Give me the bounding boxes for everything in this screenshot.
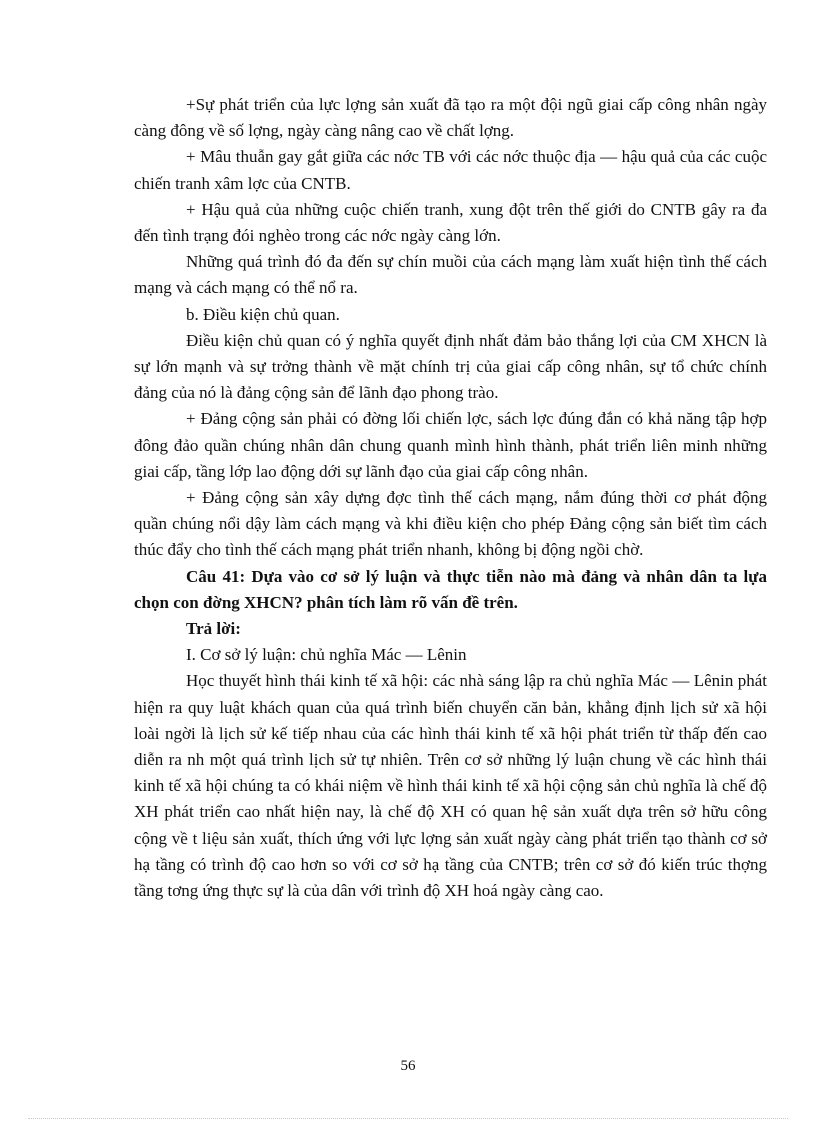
page-number: 56 [400,1058,416,1074]
page-bottom-divider [28,1118,788,1119]
paragraph-1: +Sự phát triển của lực lợng sản xuất đã tạo ra một đội ngũ giai cấp công nhân ngày càng đông về số lợng, ngày càng nâng cao về chất lợng. [134,95,767,141]
paragraph-8: + Đảng cộng sản xây dựng đợc tình thế cách mạng, nắm đúng thời cơ phát động quần chúng nổi dậy làm cách mạng và khi điều kiện cho phép Đảng cộng sản biết tìm cách thúc đẩy cho tình thế cách mạng phát triển nhanh, không bị động ngồi chờ. [134,488,767,560]
answer-label: Trả lời: [186,619,241,639]
subheading-subjective-conditions: b. Điều kiện chủ quan. [186,304,340,324]
question-41-heading: Câu 41: Dựa vào cơ sở lý luận và thực tiễn nào mà đảng và nhân dân ta lựa chọn con đờng XHCN? phân tích làm rõ vấn đề trên. [134,566,767,612]
paragraph-6: Điều kiện chủ quan có ý nghĩa quyết định nhất đảm bảo thắng lợi của CM XHCN là sự lớn mạnh và sự trởng thành về mặt chính trị của giai cấp công nhân, sự tổ chức chính đảng của nó là đảng cộng sản để lãnh đạo phong trào. [134,330,767,403]
paragraph-4: Những quá trình đó đa đến sự chín muồi của cách mạng làm xuất hiện tình thế cách mạng và cách mạng có thể nổ ra. [134,252,767,298]
paragraph-12: Học thuyết hình thái kinh tế xã hội: các nhà sáng lập ra chủ nghĩa Mác — Lênin phát hiện ra quy luật khách quan của quá trình biến chuyển căn bản, khẳng định lịch sử xã hội loài ngời là lịch sử kế tiếp nhau của các hình thái kinh tế xã hội phát triển từ thấp đến cao diễn ra nh một quá trình lịch sử tự nhiên. Trên cơ sở những lý luận chung về các hình thái kinh tế xã hội chúng ta có khái niệm về hình thái kinh tế xã hội cộng sản chủ nghĩa là chế độ XH phát triển cao nhất hiện nay, là chế độ XH có quan hệ sản xuất dựa trên sở hữu công cộng về t liệu sản xuất, thích ứng với lực lợng sản xuất ngày càng phát triển tạo thành cơ sở hạ tầng có trình độ cao hơn so với cơ sở hạ tầng của CNTB; trên cơ sở đó kiến trúc thợng tầng tơng ứng thực sự là của dân với trình độ XH hoá ngày càng cao. [134,671,767,901]
paragraph-7: + Đảng cộng sản phải có đờng lối chiến lợc, sách lợc đúng đắn có khả năng tập hợp đông đảo quần chúng nhân dân chung quanh mình hình thành, phát triển liên minh những giai cấp, tầng lớp lao động dới sự lãnh đạo của giai cấp công nhân. [134,409,767,481]
section-heading-theory: I. Cơ sở lý luận: chủ nghĩa Mác — Lênin [186,645,467,665]
paragraph-3: + Hậu quả của những cuộc chiến tranh, xung đột trên thế giới do CNTB gây ra đa đến tình trạng đói nghèo trong các nớc ngày càng lớn. [134,199,767,246]
paragraph-2: + Mâu thuẫn gay gắt giữa các nớc TB với các nớc thuộc địa — hậu quả của các cuộc chiến tranh xâm lợc của CNTB. [134,147,767,193]
document-body [134,92,767,904]
